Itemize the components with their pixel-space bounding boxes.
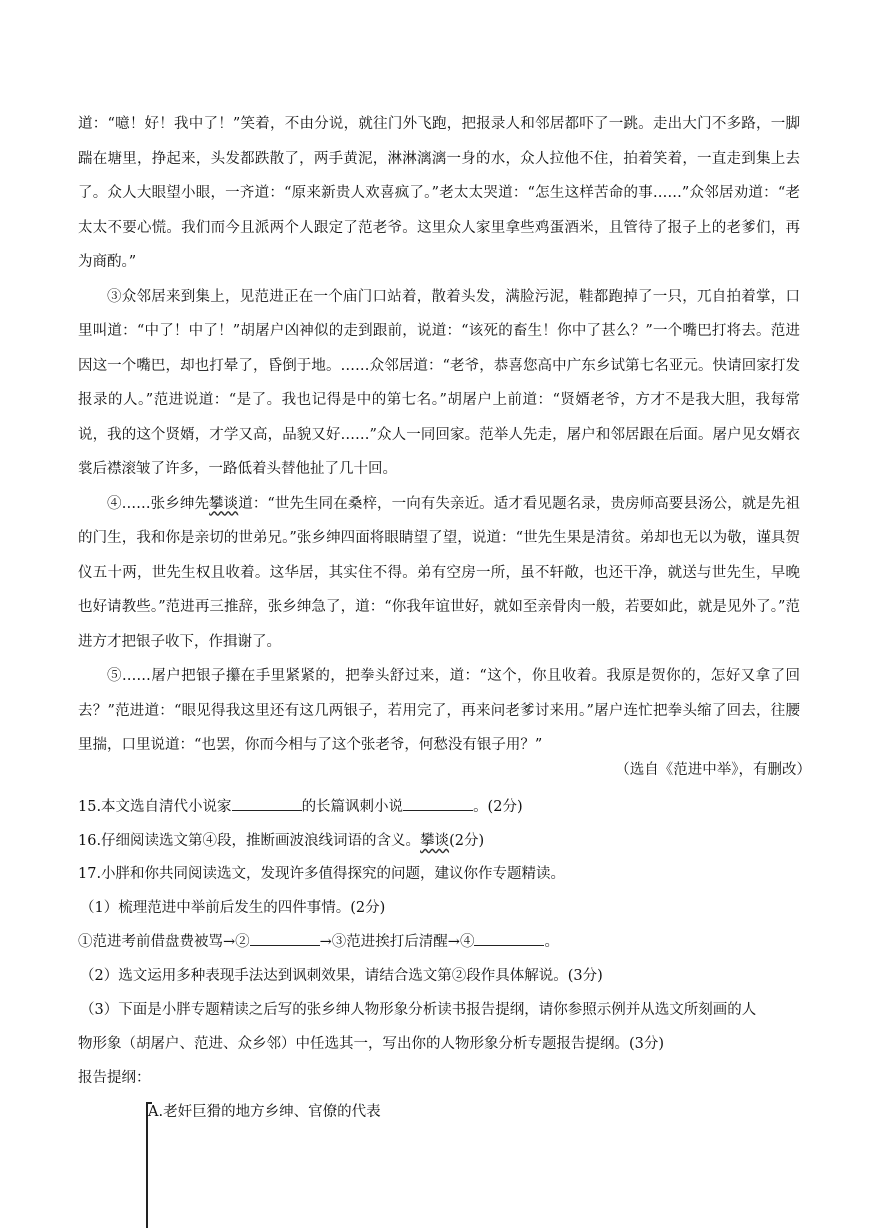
- q15-text-c: 。(2分): [473, 799, 523, 815]
- outline-item-a: A.老奸巨猾的地方乡绅、官僚的代表: [148, 1104, 381, 1120]
- q15-blank-author[interactable]: [232, 796, 302, 811]
- seq-text-1: ①范进考前借盘费被骂→②: [78, 934, 250, 950]
- q16-text-a: 16.仔细阅读选文第④段，推断画波浪线词语的含义。: [78, 833, 421, 849]
- seq-blank-4[interactable]: [474, 931, 544, 946]
- seq-text-3: 。: [544, 934, 559, 950]
- passage: [78, 107, 800, 763]
- q16-score: (2分): [449, 833, 485, 849]
- question-15: [78, 795, 523, 816]
- q15-text-b: 的长篇讽刺小说: [301, 799, 404, 815]
- q16-word: 攀谈: [420, 833, 450, 849]
- question-17-1-sequence: [78, 930, 559, 951]
- paragraph-4-lead: ④……张乡绅先: [107, 495, 210, 512]
- question-17-3-line-2: 物形象（胡屠户、范进、众乡邻）中任选其一，写出你的人物形象分析专题报告提纲。(3分): [78, 1036, 665, 1052]
- outline-label: 报告提纲：: [78, 1070, 151, 1086]
- paragraph-5: ⑤……屠户把银子攥在手里紧紧的，把拳头舒过来，道：“这个，你且收着。我原是贺你的，怎好又拿了回去？”范进道：“眼见得我这里还有这几两银子，若用完了，再来问老爹讨来用。”屠户连忙把拳头缩了回去，往腰里揣，口里说道：“也罢，你而今相与了这个张老爷，何愁没有银子用？”: [78, 668, 800, 753]
- paragraph-3: ③众邻居来到集上，见范进正在一个庙门口站着，散着头发，满脸污泥，鞋都跑掉了一只，兀自拍着掌，口里叫道：“中了！中了！”胡屠户凶神似的走到跟前，说道：“该死的畜生！你中了甚么？”一个嘴巴打将去。范进因这一个嘴巴，却也打晕了，昏倒于地。……众邻居道：“老爷，恭喜您高中广东乡试第七名亚元。快请回家打发报录的人。”范进说道：“是了。我也记得是中的第七名。”胡屠户上前道：“贤婿老爷，方才不是我大胆，我每常说，我的这个贤婿，才学又高，品貌又好……”众人一同回家。范举人先走，屠户和邻居跟在后面。屠户见女婿衣裳后襟滚皱了许多，一路低着头替他扯了几十回。: [78, 288, 800, 477]
- wavy-underlined-word: 攀谈: [209, 495, 239, 512]
- question-16: [78, 829, 484, 850]
- question-17-3-line-1: （3）下面是小胖专题精读之后写的张乡绅人物形象分析读书报告提纲，请你参照示例并从选文所刻画的人: [80, 1002, 757, 1018]
- paragraph-4: [78, 487, 800, 660]
- question-17-2: （2）选文运用多种表现手法达到讽刺效果，请结合选文第②段作具体解说。(3分): [80, 968, 603, 984]
- question-17: 17.小胖和你共同阅读选文，发现许多值得探究的问题，建议你作专题精读。: [78, 866, 566, 882]
- seq-text-2: →③范进挨打后清醒→④: [319, 934, 475, 950]
- paragraph-4-body: 道：“世先生同在桑梓，一向有失亲近。适才看见题名录，贵房师高要县汤公，就是先祖的门生，我和你是亲切的世弟兄。”张乡绅四面将眼睛望了望，说道：“世先生果是清贫。弟却也无以为敬，谨具贺仪五十两，世先生权且收着。这华居，其实住不得。弟有空房一所，虽不轩敞，也还干净，就送与世先生，早晚也好请教些。”范进再三推辞，张乡绅急了，道：“你我年谊世好，就如至亲骨肉一般，若要如此，就是见外了。”范进方才把银子收下，作揖谢了。: [78, 495, 801, 650]
- q15-text-a: 15.本文选自清代小说家: [78, 799, 232, 815]
- question-17-1: （1）梳理范进中举前后发生的四件事情。(2分): [80, 900, 386, 916]
- source-citation: （选自《范进中举》，有删改）: [615, 762, 811, 778]
- q15-blank-title[interactable]: [403, 796, 473, 811]
- paragraph-2-continued: 道：“噫！好！我中了！”笑着，不由分说，就往门外飞跑，把报录人和邻居都吓了一跳。走出大门不多路，一脚踹在塘里，挣起来，头发都跌散了，两手黄泥，淋淋漓漓一身的水，众人拉他不住，拍着笑着，一直走到集上去了。众人大眼望小眼，一齐道：“原来新贵人欢喜疯了。”老太太哭道：“怎生这样苦命的事……”众邻居劝道：“老太太不要心慌。我们而今且派两个人跟定了范老爷。这里众人家里拿些鸡蛋酒米，且管待了报子上的老爹们，再为商酌。”: [78, 116, 800, 270]
- seq-blank-2[interactable]: [250, 931, 320, 946]
